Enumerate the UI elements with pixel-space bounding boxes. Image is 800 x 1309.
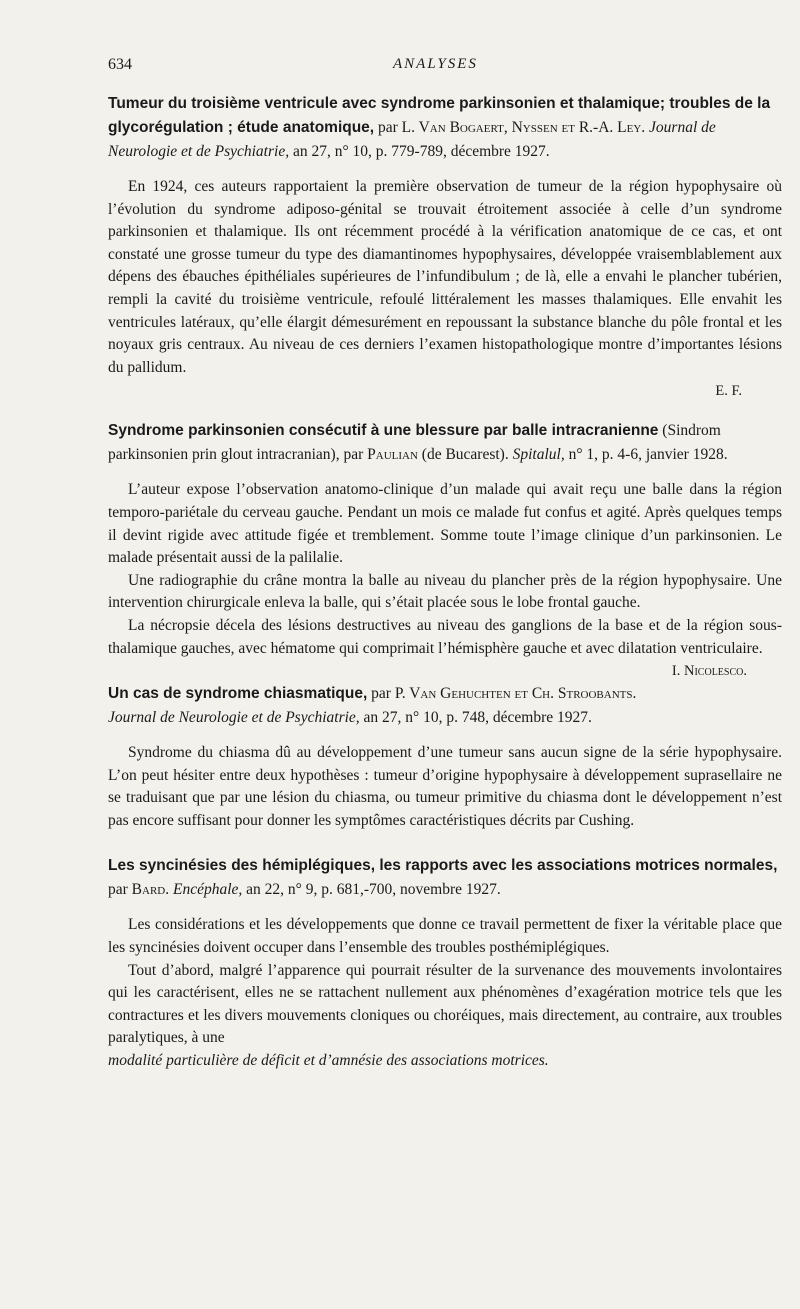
by-label: par (378, 119, 398, 136)
citation: an 22, n° 9, p. 681,-700, novembre 1927. (246, 881, 501, 899)
article-authors: Paulian (367, 446, 418, 464)
article-3 (108, 682, 782, 832)
paragraph: Tout d’abord, malgré l’apparence qui pourrait résulter de la survenance des mouvements involontaires qui les caractérisent, elles ne se rattachent nullement aux phénomènes d’exagération motrice tels que les contractures et les divers mouvements cloniques ou choréiques, mais directement, au contraire, aux troubles paralytiques, à une (108, 961, 782, 1047)
signature: E. F. (715, 383, 742, 400)
article-heading (108, 854, 782, 902)
citation: an 27, n° 10, p. 779-789, décembre 1927. (292, 143, 550, 160)
article-title: Les syncinésies des hémiplégiques, les rapports avec les associations motrices normales, (108, 857, 778, 875)
article-authors: P. Van Gehuchten et Ch. Stroobants. (394, 685, 637, 703)
article-2 (108, 419, 782, 680)
article-authors: L. Van Bogaert, Nyssen et R.-A. Ley. (401, 119, 646, 136)
article-title: Syndrome parkinsonien consécutif à une blessure par balle intracranienne (108, 422, 659, 440)
paragraph: Syndrome du chiasma dû au développement d’une tumeur sans aucun signe de la série hypophysaire. L’on peut hésiter entre deux hypothèses : tumeur d’origine hypophysaire à développement suprasellaire ne se traduisant que par une lésion du chiasma, ou tumeur primitive du chiasma dont le développement n’est pas encore suffisant pour donner les symptômes caractéristiques décrits par Cushing. (108, 744, 782, 829)
journal-name: Journal de Neurologie et de Psychiatrie, (108, 709, 360, 727)
article-heading (108, 92, 782, 164)
page-number: 634 (108, 56, 132, 73)
paragraph-italic-tail: modalité particulière de déficit et d’amnésie des associations motrices. (108, 1052, 549, 1070)
article-subtitle: (Sindrom parkinsonien prin glout intracranian), par (108, 422, 721, 464)
article-1 (108, 92, 782, 401)
journal-name: Encéphale, (173, 881, 243, 899)
article-title: Tumeur du troisième ventricule avec syndrome parkinsonien et thalamique; troubles de la glycorégulation ; étude anatomique, (108, 95, 771, 136)
by-label: par (108, 881, 128, 899)
paragraph: Les considérations et les développements que donne ce travail permettent de fixer la véritable place que les syncinésies doivent occuper dans l’ensemble des troubles posthémiplégiques. (108, 916, 782, 957)
journal-name: Journal de Neurologie et de Psychiatrie, (108, 119, 716, 160)
paragraph-text: La nécropsie décela des lésions destructives au niveau des ganglions de la base et de la région sous-thalamique gauches, avec hématome qui comprimait l’hémisphère gauche et avec dilatation ventriculaire. (108, 616, 782, 657)
running-head (108, 56, 782, 86)
affiliation: (de Bucarest). (421, 446, 509, 464)
paragraph: Une radiographie du crâne montra la balle au niveau du plancher près de la région hypophysaire. Une intervention chirurgicale enleva la balle, qui s’était placée sous le lobe frontal gauche. (108, 571, 782, 612)
paragraph: En 1924, ces auteurs rapportaient la première observation de tumeur de la région hypophysaire où l’évolution du syndrome adiposo-génital se trouvait étroitement associée à celle d’un syndrome parkinsonien et thalamique. Ils ont récemment procédé à la vérification anatomique de ce cas, et ont constaté une grosse tumeur du type des diamantinomes hypophysaires, développée vraisemblablement aux dépens des ébauches épithéliales supérieures de l’infundibulum ; de là, elle a envahi le plancher tubérien, rempli la cavité du troisième ventricule, refoulé littéralement les masses thalamiques. Elle envahit les ventricules latéraux, qu’elle élargit démesurément en repoussant la substance blanche du pôle frontal et les noyaux gris centraux. Au niveau de ces derniers l’examen histopathologique montre d’importantes lésions du pallidum. (108, 178, 782, 376)
article-4 (108, 854, 782, 1072)
signature: I. Nicolesco. (671, 663, 747, 680)
citation: an 27, n° 10, p. 748, décembre 1927. (363, 709, 592, 727)
citation: n° 1, p. 4-6, janvier 1928. (568, 446, 728, 464)
paragraph: L’auteur expose l’observation anatomo-clinique d’un malade qui avait reçu une balle dans la région temporo-pariétale du cerveau gauche. Pendant un mois ce malade fut confus et agité. Après quelques temps il devint rigide avec attitude figée et tremblement. Somme toute l’image clinique d’un parkinsonien. Le malade présentait aussi de la palilalie. (108, 481, 782, 567)
article-heading (108, 419, 782, 467)
article-heading (108, 682, 782, 730)
running-head-title: ANALYSES (393, 56, 478, 72)
article-authors: Bard. (131, 881, 170, 899)
paragraph (108, 615, 782, 680)
journal-name: Spitalul, (512, 446, 565, 464)
article-title: Un cas de syndrome chiasmatique, (108, 685, 368, 703)
by-label: par (371, 685, 391, 703)
